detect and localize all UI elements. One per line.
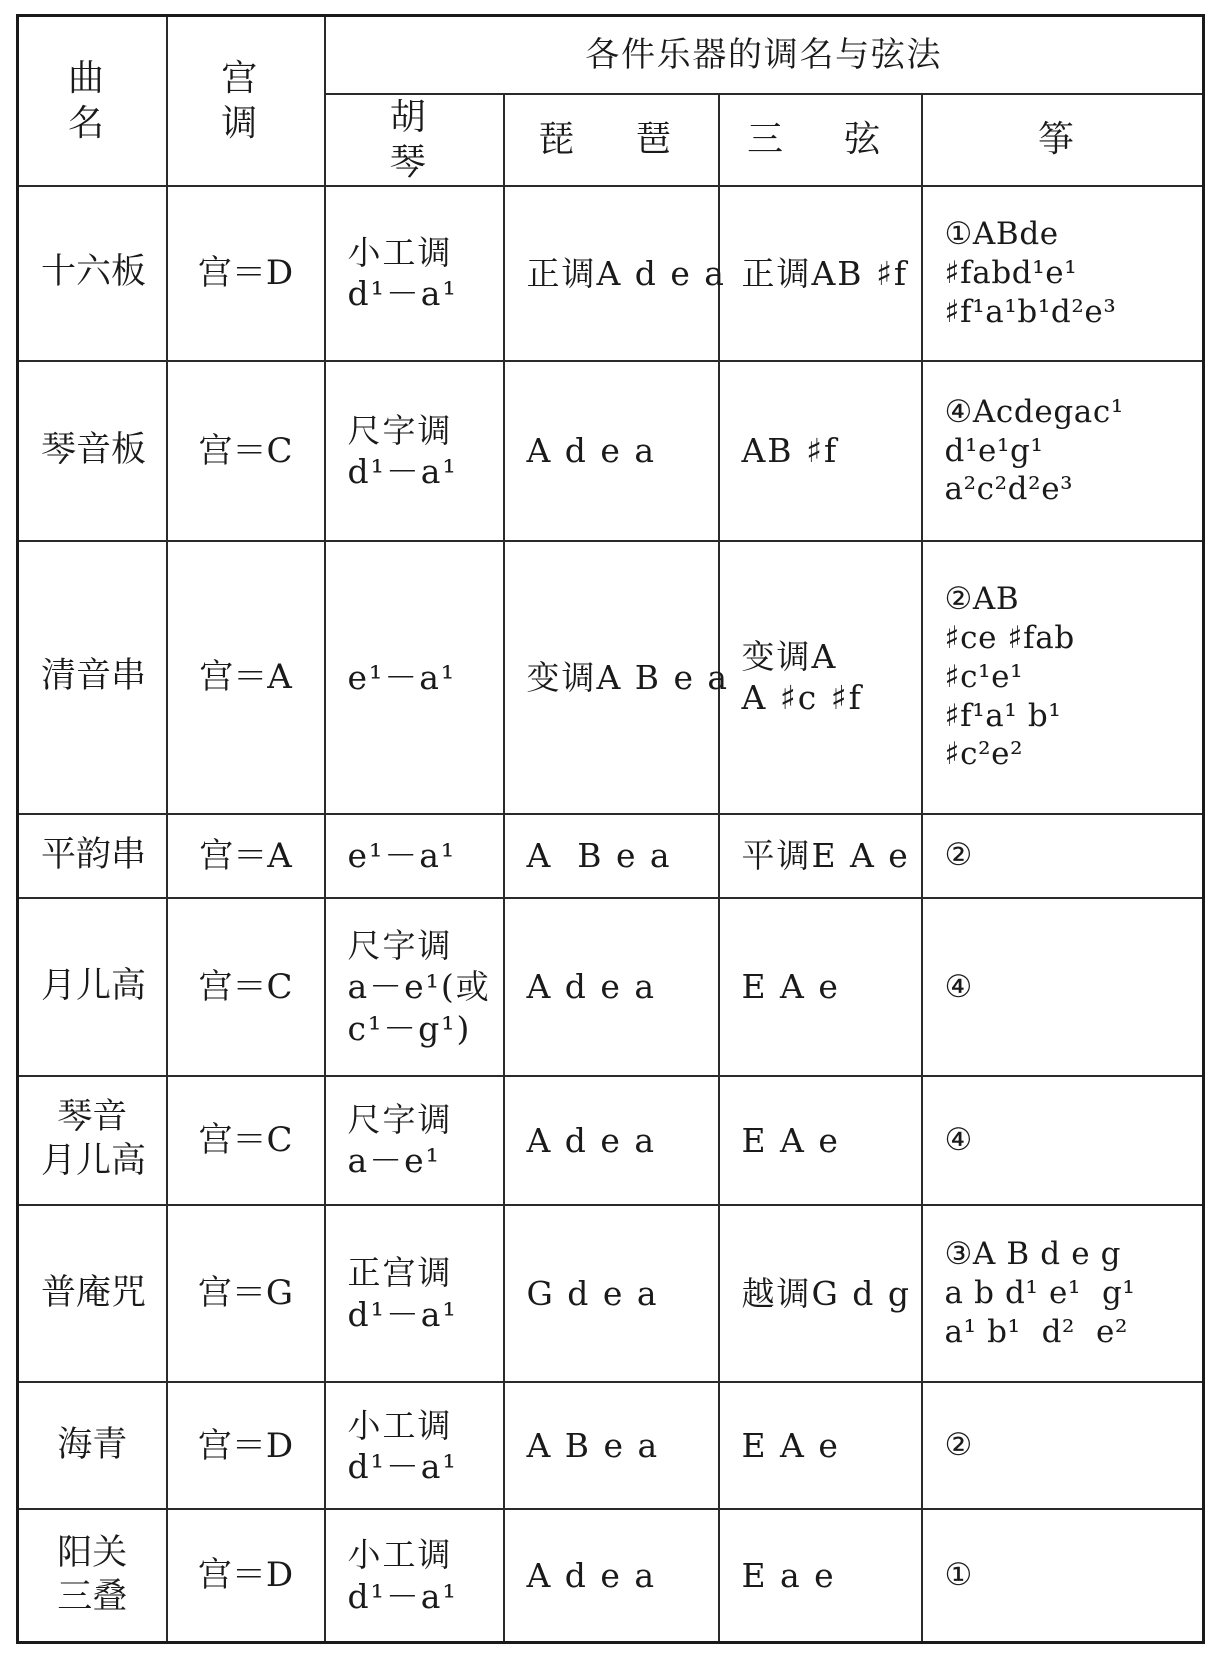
sanxian-cell-line: 变调A (741, 636, 838, 676)
song-name-cell-line: 月儿高 (41, 966, 147, 1007)
pipa-cell (504, 1076, 719, 1205)
song-name-cell (18, 1509, 167, 1642)
sanxian-cell (719, 541, 922, 814)
mode-cell-line: 宫＝C (198, 430, 293, 471)
song-name-cell-line: 普庵咒 (41, 1272, 147, 1313)
header-song-name: 曲 名 (18, 16, 167, 186)
sanxian-cell-line: 平调E A e (741, 836, 910, 876)
zheng-cell-line: d¹e¹g¹ (944, 432, 1044, 469)
table-row (18, 814, 1204, 899)
mode-cell-line: 宫＝C (198, 966, 293, 1007)
tuning-table (16, 14, 1205, 1644)
pipa-cell-line: 变调A B e a (526, 657, 730, 697)
huqin-cell (325, 1076, 504, 1205)
mode-cell (167, 898, 325, 1076)
mode-cell (167, 1076, 325, 1205)
huqin-cell-line: e¹－a¹ (347, 657, 457, 697)
zheng-cell (922, 1382, 1204, 1509)
pipa-cell (504, 814, 719, 899)
huqin-cell-line: d¹－a¹ (347, 1446, 458, 1486)
zheng-cell-line: ④Acdegac¹ (944, 393, 1124, 430)
mode-cell-line: 宫＝D (197, 1555, 294, 1596)
song-name-cell (18, 1205, 167, 1383)
zheng-cell-line: ♯ce ♯fab (944, 620, 1075, 657)
song-name-cell-line: 琴音 (57, 1097, 128, 1138)
zheng-cell (922, 898, 1204, 1076)
zheng-cell (922, 1205, 1204, 1383)
zheng-cell (922, 186, 1204, 362)
mode-cell-line: 宫＝C (198, 1119, 293, 1160)
pipa-cell-line: 正调A d e a (526, 253, 726, 293)
pipa-cell-line: A d e a (526, 431, 656, 471)
table-row (18, 541, 1204, 814)
pipa-cell-line: A B e a (526, 836, 672, 876)
song-name-cell-line: 平韵串 (41, 834, 147, 875)
header-huqin: 胡 琴 (325, 94, 504, 186)
table-row (18, 361, 1204, 541)
sanxian-cell-line: E A e (741, 1426, 840, 1466)
table-row (18, 898, 1204, 1076)
huqin-cell-line: d¹－a¹ (347, 1294, 458, 1334)
huqin-cell-line: d¹－a¹ (347, 451, 458, 491)
table-row (18, 1205, 1204, 1383)
header-pipa: 琵 琶 (504, 94, 719, 186)
song-name-cell (18, 814, 167, 899)
mode-cell (167, 541, 325, 814)
song-name-cell (18, 1076, 167, 1205)
zheng-cell-line: ♯f¹a¹b¹d²e³ (944, 293, 1117, 330)
pipa-cell-line: G d e a (526, 1273, 659, 1313)
zheng-cell-line: ② (944, 837, 973, 874)
mode-cell (167, 814, 325, 899)
mode-cell (167, 1382, 325, 1509)
zheng-cell-line: ③A B d e g (944, 1236, 1122, 1273)
sanxian-cell (719, 814, 922, 899)
song-name-cell (18, 541, 167, 814)
huqin-cell (325, 541, 504, 814)
mode-cell (167, 1509, 325, 1642)
song-name-cell (18, 186, 167, 362)
pipa-cell (504, 186, 726, 362)
mode-cell (167, 361, 325, 541)
song-name-cell (18, 361, 167, 541)
pipa-cell (504, 1205, 719, 1383)
zheng-cell-line: ④ (944, 1121, 973, 1158)
huqin-cell-line: 小工调 (347, 233, 453, 272)
huqin-cell (325, 186, 504, 362)
song-name-cell-line: 十六板 (41, 252, 147, 293)
sanxian-cell-line: AB ♯f (741, 431, 839, 471)
table-row (18, 1076, 1204, 1205)
huqin-cell-line: e¹－a¹ (347, 836, 457, 876)
mode-cell-line: 宫＝G (197, 1273, 294, 1314)
mode-cell-line: 宫＝A (199, 656, 292, 697)
huqin-cell-line: c¹－g¹) (347, 1008, 472, 1048)
song-name-cell (18, 898, 167, 1076)
huqin-cell-line: d¹－a¹ (347, 274, 458, 314)
table-row (18, 1509, 1204, 1642)
zheng-cell-line: ①ABde (944, 216, 1059, 253)
table-row (18, 1382, 1204, 1509)
sanxian-cell (719, 1509, 922, 1642)
huqin-cell (325, 1382, 504, 1509)
song-name-cell-line: 阳关 (57, 1532, 128, 1573)
sanxian-cell (719, 361, 922, 541)
song-name-cell-line: 海青 (57, 1424, 128, 1465)
huqin-cell-line: 正宫调 (347, 1253, 453, 1293)
huqin-cell-line: a－e¹ (347, 1141, 441, 1181)
mode-cell-line: 宫＝A (199, 835, 292, 876)
sanxian-cell (719, 186, 922, 362)
sanxian-cell-line: E a e (741, 1555, 836, 1595)
huqin-cell-line: 尺字调 (347, 926, 453, 966)
pipa-cell (504, 898, 719, 1076)
zheng-cell (922, 541, 1204, 814)
huqin-cell-line: 尺字调 (347, 1099, 453, 1139)
zheng-cell (922, 814, 1204, 899)
zheng-cell (922, 1076, 1204, 1205)
sanxian-cell (719, 1076, 922, 1205)
zheng-cell-line: ♯f¹a¹ b¹ (944, 697, 1062, 734)
huqin-cell-line: 尺字调 (347, 410, 453, 450)
table-body (18, 186, 1204, 1643)
mode-cell (167, 1205, 325, 1383)
sanxian-cell-line: E A e (741, 967, 840, 1007)
huqin-cell-line: a－e¹(或 (347, 967, 491, 1007)
pipa-cell (504, 1509, 719, 1642)
zheng-cell-line: a b d¹ e¹ g¹ (944, 1275, 1136, 1312)
header-sanxian: 三 弦 (719, 94, 922, 186)
song-name-cell-line: 月儿高 (41, 1141, 147, 1182)
huqin-cell (325, 1205, 504, 1383)
zheng-cell (922, 361, 1204, 541)
header-mode: 宫 调 (167, 16, 325, 186)
zheng-cell-line: ♯c¹e¹ (944, 658, 1024, 695)
pipa-cell-line: A d e a (526, 1555, 656, 1595)
table-row (18, 186, 1204, 362)
mode-cell (167, 186, 325, 362)
zheng-cell (922, 1509, 1204, 1642)
header-zheng: 筝 (922, 94, 1204, 186)
header-instrument-group: 各件乐器的调名与弦法 (325, 16, 1204, 94)
sanxian-cell (719, 1382, 922, 1509)
zheng-cell-line: a¹ b¹ d² e² (944, 1313, 1129, 1350)
huqin-cell (325, 1509, 504, 1642)
pipa-cell (504, 1382, 719, 1509)
sanxian-cell-line: 正调AB ♯f (741, 253, 909, 293)
zheng-cell-line: ♯fabd¹e¹ (944, 254, 1078, 291)
huqin-cell-line: d¹－a¹ (347, 1576, 458, 1616)
zheng-cell-line: ♯c²e² (944, 736, 1024, 773)
pipa-cell-line: A d e a (526, 1120, 656, 1160)
pipa-cell-line: A B e a (526, 1426, 660, 1466)
zheng-cell-line: ② (944, 1427, 973, 1464)
sanxian-cell (719, 898, 922, 1076)
song-name-cell-line: 清音串 (41, 656, 147, 697)
huqin-cell-line: 小工调 (347, 1405, 453, 1445)
zheng-cell-line: ① (944, 1557, 973, 1594)
song-name-cell-line: 三叠 (57, 1576, 128, 1617)
zheng-cell-line: a²c²d²e³ (944, 471, 1074, 508)
sanxian-cell-line: A ♯c ♯f (741, 678, 863, 718)
huqin-cell (325, 898, 504, 1076)
huqin-cell-line: 小工调 (347, 1535, 453, 1575)
huqin-cell (325, 814, 504, 899)
mode-cell-line: 宫＝D (197, 1425, 294, 1466)
mode-cell-line: 宫＝D (197, 253, 294, 293)
song-name-cell-line: 琴音板 (41, 430, 147, 470)
zheng-cell-line: ②AB (944, 581, 1020, 618)
zheng-cell-line: ④ (944, 968, 973, 1005)
pipa-cell-line: A d e a (526, 967, 656, 1007)
pipa-cell (504, 541, 730, 814)
sanxian-cell-line: E A e (741, 1120, 840, 1160)
huqin-cell (325, 361, 504, 541)
song-name-cell (18, 1382, 167, 1509)
pipa-cell (504, 361, 719, 541)
sanxian-cell (719, 1205, 922, 1383)
sanxian-cell-line: 越调G d g (741, 1273, 911, 1313)
